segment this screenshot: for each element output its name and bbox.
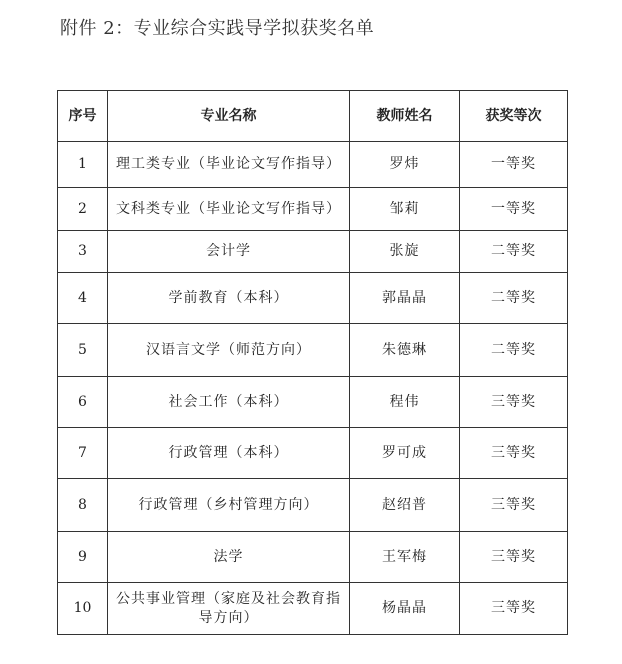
cell-teacher: 赵绍普 xyxy=(350,479,460,532)
cell-major: 公共事业管理（家庭及社会教育指导方向） xyxy=(108,583,350,635)
cell-no: 9 xyxy=(58,532,108,583)
cell-no: 2 xyxy=(58,188,108,231)
table-row xyxy=(58,231,568,273)
cell-level: 二等奖 xyxy=(460,231,568,273)
table-row xyxy=(58,479,568,532)
table-row xyxy=(58,532,568,583)
table-row xyxy=(58,377,568,428)
cell-level: 二等奖 xyxy=(460,273,568,324)
cell-major: 社会工作（本科） xyxy=(108,377,350,428)
cell-level: 一等奖 xyxy=(460,188,568,231)
cell-level: 三等奖 xyxy=(460,583,568,635)
cell-no: 10 xyxy=(58,583,108,635)
table-row xyxy=(58,583,568,635)
cell-teacher: 朱德琳 xyxy=(350,324,460,377)
cell-no: 7 xyxy=(58,428,108,479)
header-major: 专业名称 xyxy=(108,91,350,142)
cell-no: 3 xyxy=(58,231,108,273)
cell-teacher: 程伟 xyxy=(350,377,460,428)
header-no: 序号 xyxy=(58,91,108,142)
cell-level: 三等奖 xyxy=(460,532,568,583)
cell-no: 5 xyxy=(58,324,108,377)
header-level: 获奖等次 xyxy=(460,91,568,142)
cell-no: 6 xyxy=(58,377,108,428)
cell-no: 4 xyxy=(58,273,108,324)
cell-teacher: 邹莉 xyxy=(350,188,460,231)
award-list-table xyxy=(57,90,568,635)
cell-level: 一等奖 xyxy=(460,142,568,188)
cell-major: 法学 xyxy=(108,532,350,583)
cell-major: 学前教育（本科） xyxy=(108,273,350,324)
cell-major: 汉语言文学（师范方向） xyxy=(108,324,350,377)
cell-teacher: 罗可成 xyxy=(350,428,460,479)
header-teacher: 教师姓名 xyxy=(350,91,460,142)
cell-level: 三等奖 xyxy=(460,428,568,479)
cell-teacher: 杨晶晶 xyxy=(350,583,460,635)
table-row xyxy=(58,428,568,479)
cell-no: 1 xyxy=(58,142,108,188)
cell-major: 文科类专业（毕业论文写作指导） xyxy=(108,188,350,231)
cell-major: 会计学 xyxy=(108,231,350,273)
document-title: 附件 2：专业综合实践导学拟获奖名单 xyxy=(60,18,375,39)
cell-teacher: 罗炜 xyxy=(350,142,460,188)
cell-major: 理工类专业（毕业论文写作指导） xyxy=(108,142,350,188)
cell-level: 三等奖 xyxy=(460,377,568,428)
table-row xyxy=(58,273,568,324)
table-row xyxy=(58,324,568,377)
table-row xyxy=(58,188,568,231)
cell-level: 三等奖 xyxy=(460,479,568,532)
table-row xyxy=(58,142,568,188)
cell-major: 行政管理（本科） xyxy=(108,428,350,479)
table-header-row xyxy=(58,91,568,142)
cell-teacher: 张旋 xyxy=(350,231,460,273)
cell-no: 8 xyxy=(58,479,108,532)
cell-level: 二等奖 xyxy=(460,324,568,377)
cell-teacher: 王军梅 xyxy=(350,532,460,583)
cell-teacher: 郭晶晶 xyxy=(350,273,460,324)
cell-major: 行政管理（乡村管理方向） xyxy=(108,479,350,532)
